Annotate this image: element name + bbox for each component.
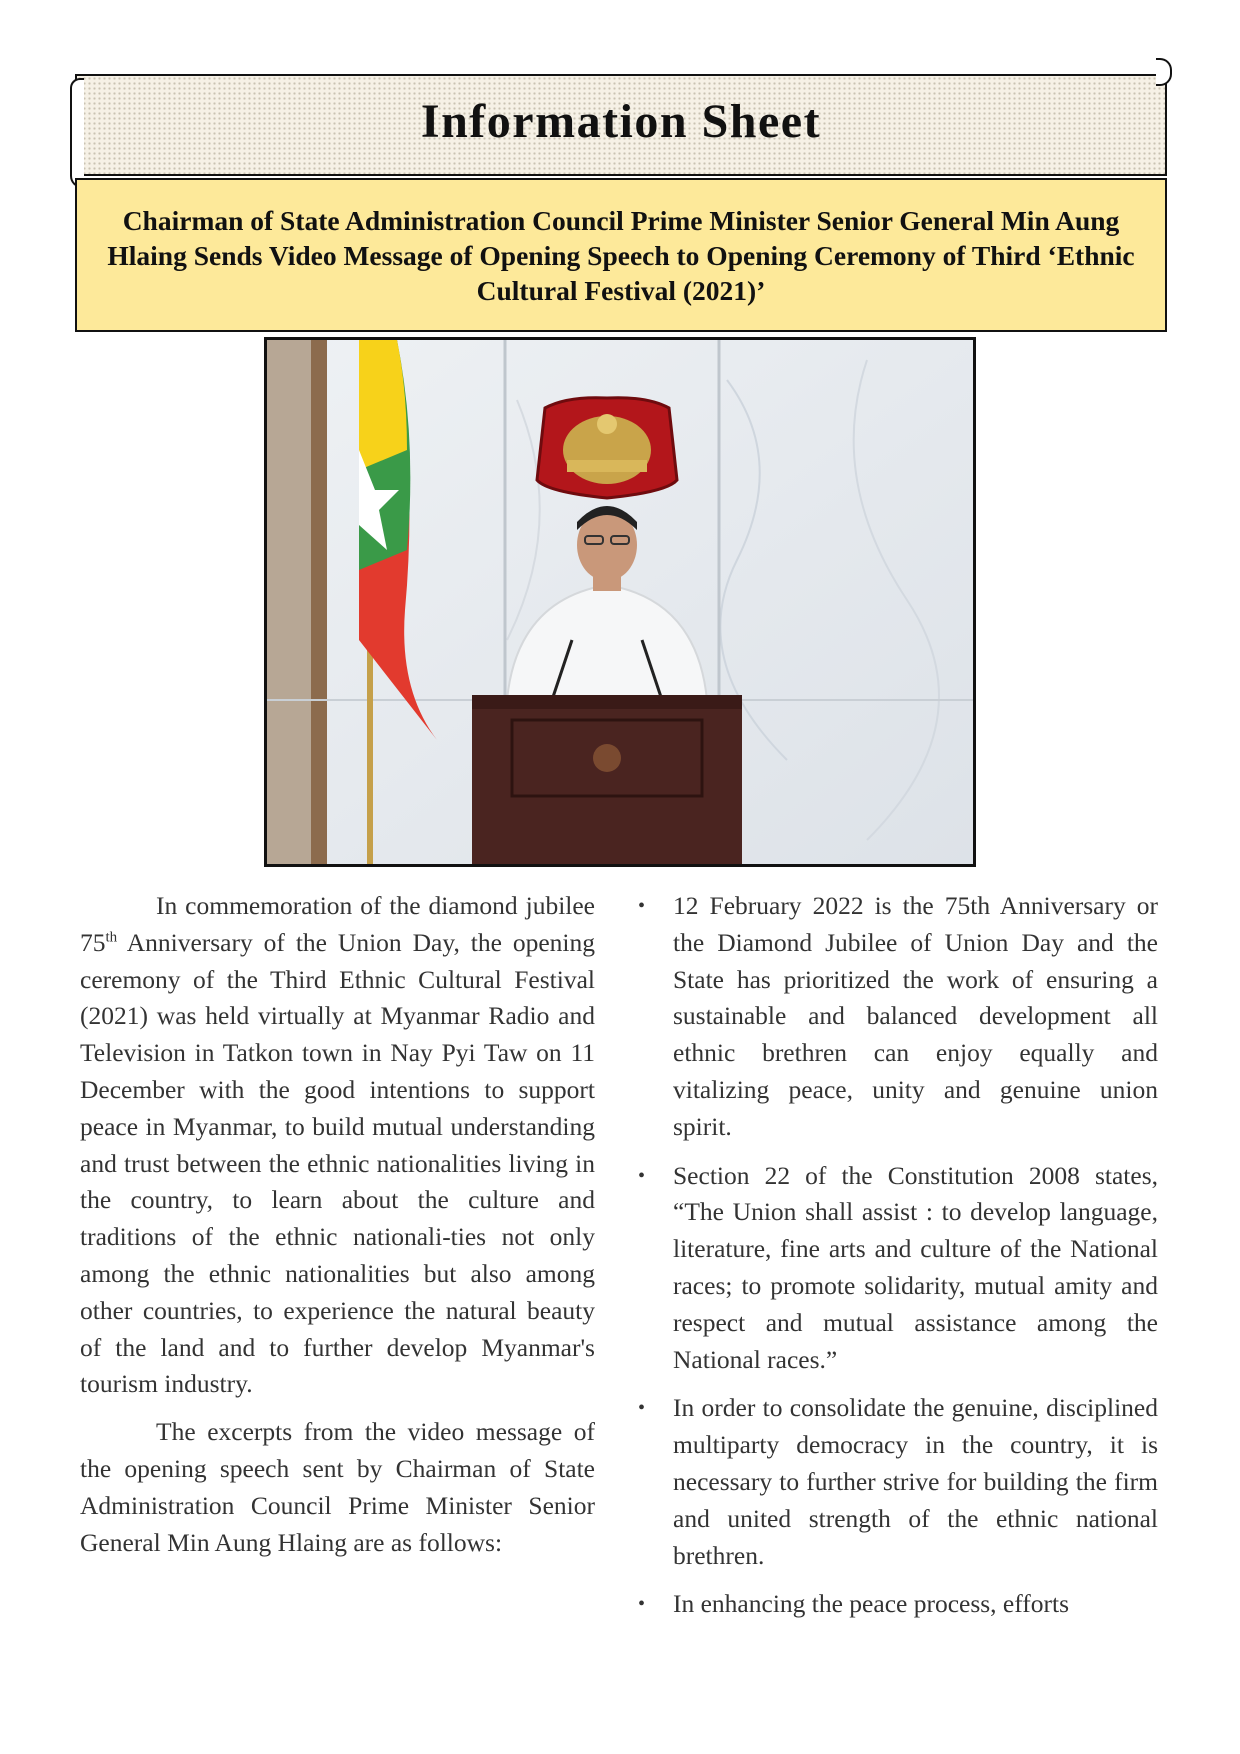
- right-column: [633, 888, 1158, 1635]
- state-emblem: [537, 398, 677, 498]
- ordinal-suffix: th: [105, 929, 118, 946]
- intro-text-part2: Anniversary of the Union Day, the opening ceremony of the Third Ethnic Cultural Festival (2021) was held virtually at Myanmar Radio and Television in Tatkon town in Nay Pyi Taw on 11 December with the good intentions to support peace in Myanmar, to build mutual understanding and trust between the ethnic nationalities living in the country, to learn about the culture and traditions of the ethnic nationali-ties not only among the ethnic nationalities but also among other countries, to experience the natural beauty of the land and to further develop Myanmar's tourism industry.: [80, 927, 595, 1399]
- bullet-icon: •: [638, 1593, 646, 1616]
- left-column: [80, 888, 595, 1572]
- photo-illustration: [267, 340, 973, 864]
- list-item-text: Section 22 of the Constitution 2008 states, “The Union shall assist : to develop language, literature, fine arts and culture of the National races; to promote solidarity, mutual amity and respect and mutual assistance among the National races.”: [673, 1160, 1158, 1374]
- intro-paragraph: [80, 888, 595, 1403]
- photo: [264, 337, 976, 867]
- bullet-icon: •: [638, 1164, 646, 1187]
- list-item-text: In enhancing the peace process, efforts: [673, 1589, 1070, 1619]
- list-item: [633, 1158, 1158, 1379]
- intro-text-part1: In commemoration of the diamond jubilee 75: [80, 891, 595, 957]
- bullet-icon: •: [638, 1397, 646, 1420]
- list-item: [633, 1586, 1158, 1623]
- headline-box: [75, 178, 1167, 332]
- page-title: Information Sheet: [420, 95, 822, 148]
- list-item-text: 12 February 2022 is the 75th Anniversary or the Diamond Jubilee of Union Day and the State has prioritized the work of ensuring a sustainable and balanced development all ethnic brethren can enjoy equally and vitalizing peace, unity and genuine union spirit.: [673, 891, 1158, 1141]
- excerpts-paragraph: The excerpts from the video message of the opening speech sent by Chairman of State Administration Council Prime Minister Senior General Min Aung Hlaing are as follows:: [80, 1417, 595, 1557]
- bullet-icon: •: [638, 895, 646, 917]
- headline: Chairman of State Administration Council Prime Minister Senior General Min Aung Hlaing Sends Video Message of Opening Speech to Opening Ceremony of Third ‘Ethnic Cultural Festival (2021)’: [107, 204, 1135, 306]
- list-item-text: In order to consolidate the genuine, disciplined multiparty democracy in the country, it is necessary to further strive for building the firm and united strength of the ethnic national brethren.: [673, 1393, 1158, 1570]
- list-item: [633, 1390, 1158, 1574]
- scroll-curl-right-decoration: [1156, 58, 1172, 86]
- bullet-list: [633, 888, 1158, 1623]
- list-item: [633, 888, 1158, 1146]
- podium: [472, 695, 742, 864]
